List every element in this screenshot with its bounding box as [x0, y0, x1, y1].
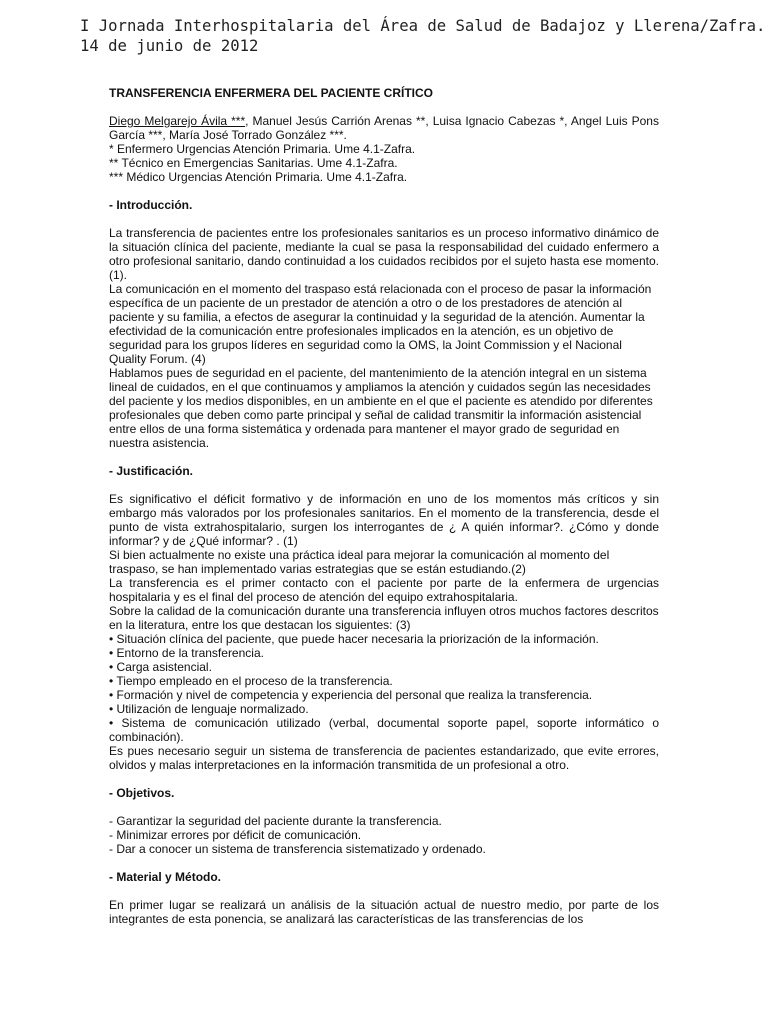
- authors-line: [109, 114, 659, 142]
- other-authors: , Manuel Jesús Carrión Arenas **, Luisa Ignacio Cabezas *, Angel Luis Pons García ***, María José Torrado González ***.: [109, 114, 659, 142]
- material-paragraph: En primer lugar se realizará un análisis de la situación actual de nuestro medio, por parte de los integrantes de esta ponencia, se analizará las características de las transferencias de los: [109, 898, 659, 926]
- objective-item: - Garantizar la seguridad del paciente durante la transferencia.: [109, 814, 442, 828]
- intro-paragraph-2: La comunicación en el momento del traspaso está relacionada con el proceso de pasar la información específica de un paciente de un prestador de atención a otro o de los prestadores de atención al paciente y su familia, a efectos de asegurar la continuidad y la seguridad de la atención. Aumentar la efectividad de la comunicación entre profesionales implicados en la atención, es un objetivo de seguridad para los grupos líderes en seguridad como la OMS, la Joint Commission y el Nacional Quality Forum. (4): [109, 282, 652, 366]
- objective-item: - Minimizar errores por déficit de comunicación.: [109, 828, 362, 842]
- affiliation-3: *** Médico Urgencias Atención Primaria. Ume 4.1-Zafra.: [109, 170, 408, 184]
- factor-list-item: • Utilización de lenguaje normalizado.: [109, 702, 309, 716]
- document-body: [109, 86, 659, 926]
- factor-list-item: • Entorno de la transferencia.: [109, 646, 264, 660]
- section-heading-objetivos: - Objetivos.: [109, 786, 175, 800]
- factor-list-item: • Formación y nivel de competencia y experiencia del personal que realiza la transferencia.: [109, 688, 593, 702]
- just-paragraph-2: Si bien actualmente no existe una práctica ideal para mejorar la comunicación al momento del traspaso, se han implementado varias estrategias que se están estudiando.(2): [109, 548, 610, 576]
- factor-list-item: • Situación clínica del paciente, que puede hacer necesaria la priorización de la información.: [109, 632, 599, 646]
- first-author: Diego Melgarejo Ávila ***: [109, 114, 246, 128]
- just-paragraph-1: Es significativo el déficit formativo y de información en uno de los momentos más críticos y sin embargo más valorados por los profesionales sanitarios. En el momento de la transferencia, desde el punto de vista extrahospitalario, surgen los interrogantes de ¿ A quién informar?. ¿Cómo y donde informar? y de ¿Qué informar? . (1): [109, 492, 659, 548]
- factor-list-item: • Sistema de comunicación utilizado (verbal, documental soporte papel, soporte informático o combinación).: [109, 716, 659, 744]
- just-paragraph-4: Sobre la calidad de la comunicación durante una transferencia influyen otros muchos factores descritos en la literatura, entre los que destacan los siguientes: (3): [109, 604, 659, 632]
- just-paragraph-3: La transferencia es el primer contacto con el paciente por parte de la enfermera de urgencias hospitalaria y es el final del proceso de atención del equipo extrahospitalaria.: [109, 576, 659, 604]
- document-title: TRANSFERENCIA ENFERMERA DEL PACIENTE CRÍTICO: [109, 86, 434, 100]
- section-heading-justificacion: - Justificación.: [109, 464, 194, 478]
- section-heading-introduccion: - Introducción.: [109, 198, 193, 212]
- factor-list-item: • Tiempo empleado en el proceso de la transferencia.: [109, 674, 393, 688]
- affiliation-2: ** Técnico en Emergencias Sanitarias. Ume 4.1-Zafra.: [109, 156, 398, 170]
- affiliation-1: * Enfermero Urgencias Atención Primaria. Ume 4.1-Zafra.: [109, 142, 416, 156]
- document-header: [80, 16, 768, 56]
- header-event-line: I Jornada Interhospitalaria del Área de Salud de Badajoz y Llerena/Zafra.: [80, 17, 766, 35]
- objective-item: - Dar a conocer un sistema de transferencia sistematizado y ordenado.: [109, 842, 486, 856]
- header-date-line: 14 de junio de 2012: [80, 37, 259, 55]
- just-closing-paragraph: Es pues necesario seguir un sistema de transferencia de pacientes estandarizado, que evite errores, olvidos y malas interpretaciones en la información transmitida de un profesional a otro.: [109, 744, 659, 772]
- factor-list-item: • Carga asistencial.: [109, 660, 212, 674]
- intro-paragraph-3: Hablamos pues de seguridad en el paciente, del mantenimiento de la atención integral en un sistema lineal de cuidados, en el que continuamos y ampliamos la atención y cuidados según las necesidades del paciente y los medios disponibles, en un ambiente en el que el paciente es atendido por diferentes profesionales que deben como parte principal y señal de calidad transmitir la información asistencial entre ellos de una forma sistemática y ordenada para mantener el mayor grado de seguridad en nuestra asistencia.: [109, 366, 653, 450]
- intro-paragraph-1: La transferencia de pacientes entre los profesionales sanitarios es un proceso informativo dinámico de la situación clínica del paciente, mediante la cual se pasa la responsabilidad del cuidado enfermero a otro profesional sanitario, dando continuidad a los cuidados recibidos por el sujeto hasta ese momento. (1).: [109, 226, 659, 282]
- section-heading-material: - Material y Método.: [109, 870, 222, 884]
